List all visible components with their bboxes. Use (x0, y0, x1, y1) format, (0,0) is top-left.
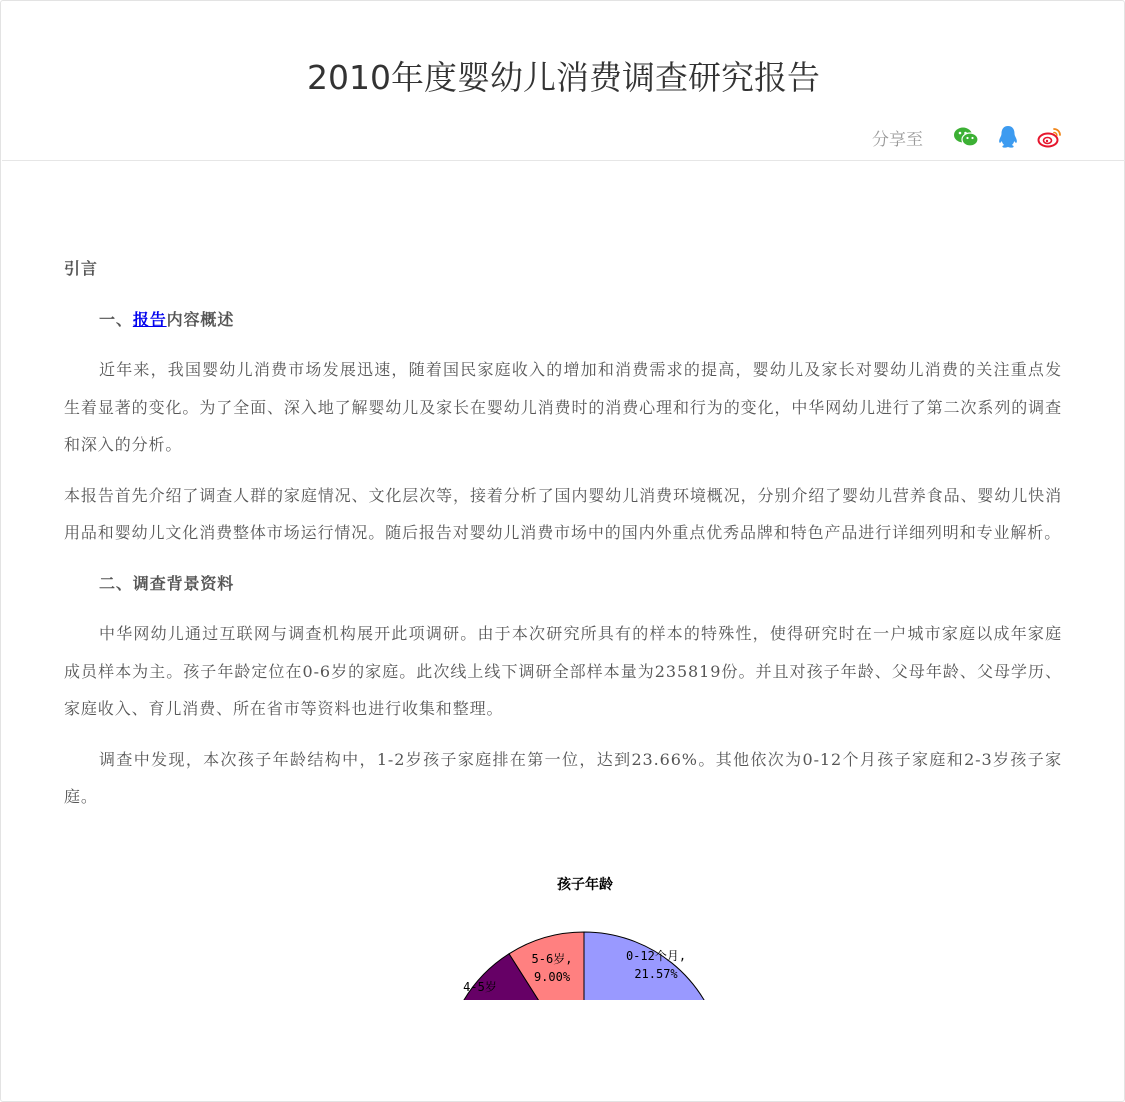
share-bar (872, 122, 1063, 152)
section-1-prefix: 一、 (99, 309, 133, 329)
paragraph-1: 近年来，我国婴幼儿消费市场发展迅速，随着国民家庭收入的增加和消费需求的提高，婴幼儿及家长对婴幼儿消费的关注重点发生着显著的变化。为了全面、深入地了解婴幼儿及家长在婴幼儿消费时的消费心理和行为的变化，中华网幼儿进行了第二次系列的调查和深入的分析。 (64, 360, 1062, 454)
article-header (2, 2, 1125, 161)
intro-heading: 引言 (64, 259, 98, 278)
weibo-icon[interactable] (1037, 124, 1063, 150)
share-label: 分享至 (872, 129, 923, 150)
pie-slice-0-12-months (584, 932, 721, 1000)
pie-svg (400, 860, 770, 1000)
qq-icon[interactable] (995, 124, 1021, 150)
report-link[interactable]: 报告 (132, 309, 167, 329)
section-2-heading: 二、调查背景资料 (99, 573, 235, 593)
section-1-heading (64, 301, 1062, 339)
pie-label-4-5-years: 4-5岁 (463, 980, 497, 994)
article-body (64, 250, 1062, 829)
pie-label-0-12-months: 0-12个月, 21.57% (625, 949, 687, 981)
chart-title: 孩子年龄 (557, 877, 613, 893)
paragraph-4: 调查中发现，本次孩子年龄结构中，1-2岁孩子家庭排在第一位，达到23.66%。其他依次为0-12个月孩子家庭和2-3岁孩子家庭。 (64, 749, 1062, 806)
section-1-suffix: 内容概述 (166, 309, 235, 329)
paragraph-3: 中华网幼儿通过互联网与调查机构展开此项调研。由于本次研究所具有的样本的特殊性，使得研究时在一户城市家庭以成年家庭成员样本为主。孩子年龄定位在0-6岁的家庭。此次线上线下调研全部样本量为235819份。并且对孩子年龄、父母年龄、父母学历、家庭收入、育儿消费、所在省市等资料也进行收集和整理。 (64, 624, 1062, 718)
age-pie-chart (400, 860, 770, 1000)
wechat-icon[interactable] (953, 124, 979, 150)
page-title: 2010年度婴幼儿消费调查研究报告 (307, 58, 820, 97)
paragraph-2: 本报告首先介绍了调查人群的家庭情况、文化层次等，接着分析了国内婴幼儿消费环境概况，分别介绍了婴幼儿营养食品、婴幼儿快消用品和婴幼儿文化消费整体市场运行情况。随后报告对婴幼儿消费市场中的国内外重点优秀品牌和特色产品进行详细列明和专业解析。 (64, 485, 1062, 542)
pie-label-5-6-years: 5-6岁, 9.00% (531, 952, 573, 984)
